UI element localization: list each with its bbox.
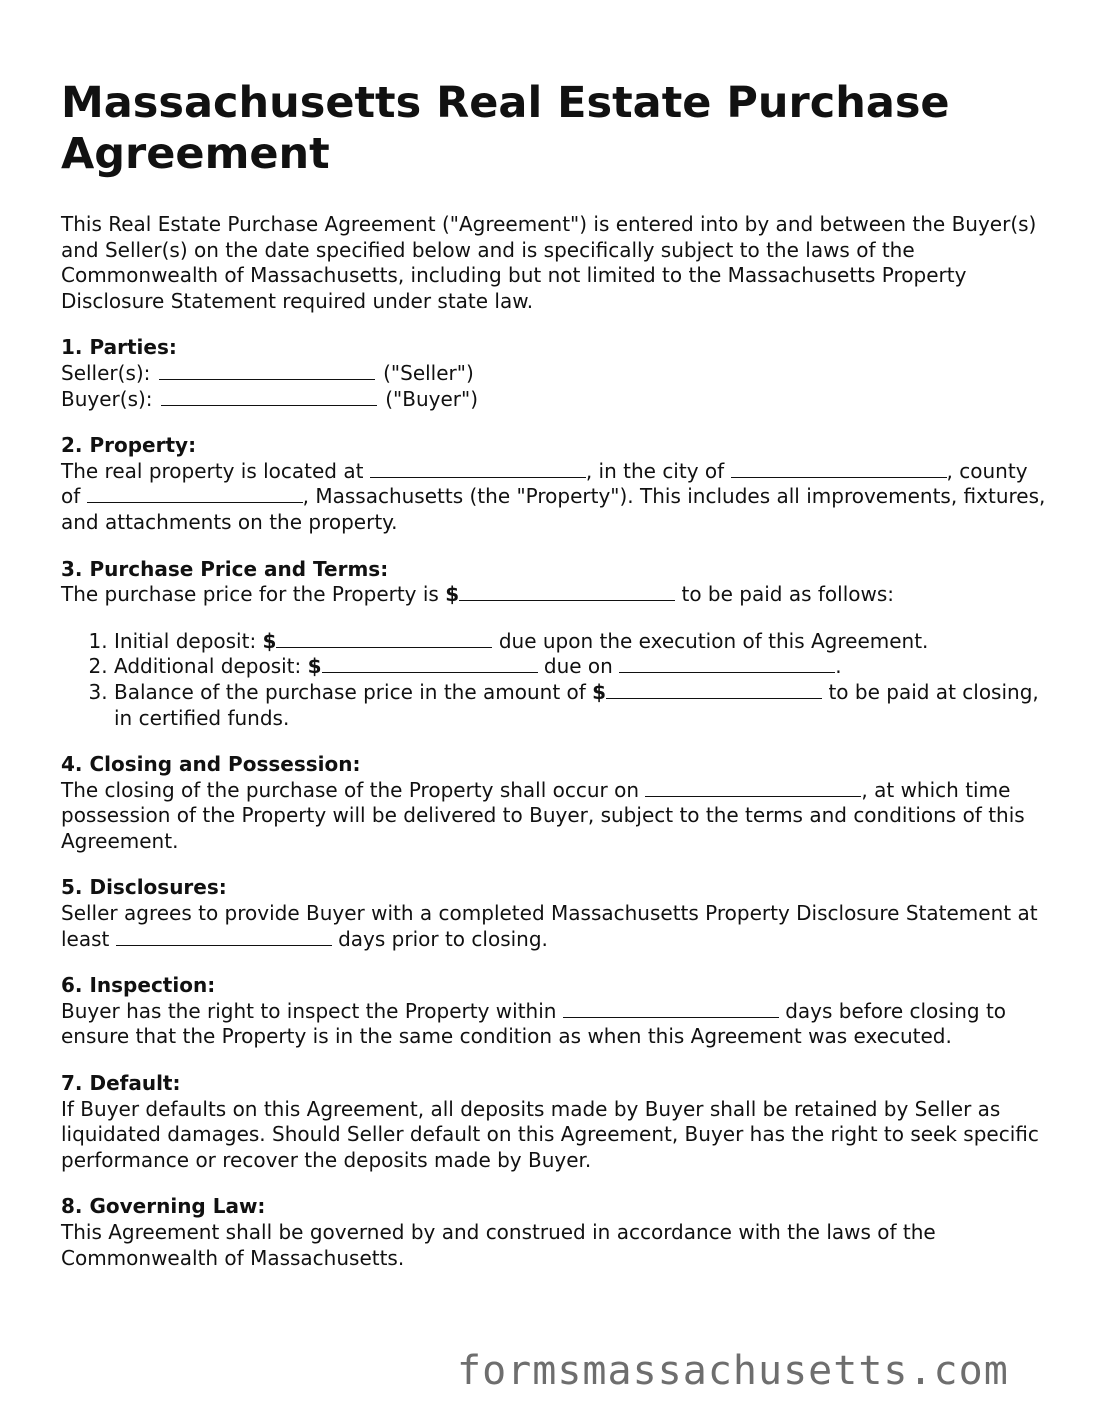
seller-name-blank[interactable] bbox=[159, 361, 375, 380]
additional-deposit-blank[interactable] bbox=[322, 654, 538, 673]
payment-text: due on bbox=[543, 654, 613, 679]
seller-label: Seller(s): bbox=[61, 360, 151, 385]
buyer-label: Buyer(s): bbox=[61, 386, 153, 411]
property-text: , bbox=[946, 458, 953, 483]
disclosures-paragraph bbox=[61, 901, 1046, 952]
property-text: , Massachusetts (the "Property"). This includes all improvements, fixtures, and attachments on the property. bbox=[61, 484, 1046, 534]
property-paragraph bbox=[61, 459, 1046, 536]
default-paragraph: If Buyer defaults on this Agreement, all deposits made by Buyer shall be retained by Seller as liquidated damages. Should Seller default on this Agreement, Buyer has the right to seek specific performance or recover the deposits made by Buyer. bbox=[61, 1096, 1039, 1172]
price-paragraph bbox=[61, 582, 1046, 608]
section-inspection bbox=[61, 973, 1046, 1050]
section-heading: 3. Purchase Price and Terms: bbox=[61, 556, 389, 581]
price-text: The purchase price for the Property is bbox=[61, 582, 439, 607]
section-heading: 6. Inspection: bbox=[61, 973, 216, 998]
buyer-suffix: ("Buyer") bbox=[385, 386, 479, 411]
section-heading: 7. Default: bbox=[61, 1071, 181, 1096]
property-city-blank[interactable] bbox=[731, 459, 947, 478]
disclosures-text: days prior to closing. bbox=[338, 926, 548, 951]
payment-text: Balance of the purchase price in the amount of bbox=[114, 679, 586, 704]
section-heading: 4. Closing and Possession: bbox=[61, 752, 361, 777]
section-heading: 2. Property: bbox=[61, 433, 197, 458]
payment-text: Initial deposit: bbox=[114, 628, 257, 653]
inspection-days-blank[interactable] bbox=[563, 999, 779, 1018]
closing-text: , at which time possession of the Property will be delivered to Buyer, subject to the terms and conditions of this Agreement. bbox=[61, 777, 1025, 853]
dollar-sign: $ bbox=[262, 628, 277, 653]
section-heading: 5. Disclosures: bbox=[61, 875, 227, 900]
section-property bbox=[61, 433, 1046, 535]
property-text: county of bbox=[61, 458, 1028, 509]
disclosure-days-blank[interactable] bbox=[116, 927, 332, 946]
inspection-paragraph bbox=[61, 999, 1046, 1050]
property-text: The real property is located at bbox=[61, 458, 364, 483]
section-purchase-price bbox=[61, 557, 1046, 732]
price-text: to be paid as follows: bbox=[681, 582, 895, 607]
property-address-blank[interactable] bbox=[370, 459, 586, 478]
payment-text: Additional deposit: bbox=[114, 654, 302, 679]
inspection-text: days before closing to ensure that the Property is in the same condition as when this Agreement was executed. bbox=[61, 998, 1007, 1049]
initial-deposit-blank[interactable] bbox=[276, 629, 492, 648]
seller-suffix: ("Seller") bbox=[383, 360, 474, 385]
document-page bbox=[61, 78, 1046, 1271]
payment-text: . bbox=[835, 654, 842, 679]
additional-deposit-date-blank[interactable] bbox=[619, 654, 835, 673]
payment-text: due upon the execution of this Agreement. bbox=[498, 628, 929, 653]
section-parties bbox=[61, 335, 1046, 412]
dollar-sign: $ bbox=[592, 679, 607, 704]
dollar-sign: $ bbox=[307, 654, 322, 679]
closing-date-blank[interactable] bbox=[645, 778, 861, 797]
payment-item bbox=[114, 629, 1046, 655]
section-default bbox=[61, 1071, 1046, 1173]
closing-text: The closing of the purchase of the Property shall occur on bbox=[61, 777, 640, 802]
seller-line bbox=[61, 361, 1046, 387]
disclosures-text: Seller agrees to provide Buyer with a completed Massachusetts Property Disclosure Statement at least bbox=[61, 901, 1038, 951]
document-title: Massachusetts Real Estate Purchase Agreement bbox=[61, 78, 950, 179]
payment-list bbox=[61, 629, 1046, 731]
intro-paragraph: This Real Estate Purchase Agreement ("Agreement") is entered into by and between the Buyer(s) and Seller(s) on the date specified below and is specifically subject to the laws of the Commonwealth of Massachusetts, including but not limited to the Massachusetts Property Disclosure Statement required under state law. bbox=[61, 212, 1037, 313]
section-closing bbox=[61, 752, 1046, 854]
section-governing-law bbox=[61, 1194, 1046, 1271]
closing-paragraph bbox=[61, 778, 1046, 855]
purchase-price-blank[interactable] bbox=[459, 582, 675, 601]
balance-blank[interactable] bbox=[606, 680, 822, 699]
payment-text: to be paid at closing, in certified funds. bbox=[114, 679, 1039, 730]
inspection-text: Buyer has the right to inspect the Property within bbox=[61, 998, 557, 1023]
buyer-line bbox=[61, 387, 1046, 413]
payment-item bbox=[114, 680, 1046, 731]
dollar-sign: $ bbox=[445, 582, 460, 607]
section-heading: 8. Governing Law: bbox=[61, 1194, 266, 1219]
property-county-blank[interactable] bbox=[87, 484, 303, 503]
buyer-name-blank[interactable] bbox=[161, 387, 377, 406]
section-heading: 1. Parties: bbox=[61, 335, 177, 360]
governing-law-paragraph: This Agreement shall be governed by and construed in accordance with the laws of the Commonwealth of Massachusetts. bbox=[61, 1220, 936, 1270]
site-watermark: formsmassachusetts.com bbox=[457, 1348, 1009, 1394]
section-disclosures bbox=[61, 875, 1046, 952]
property-text: , in the city of bbox=[585, 458, 725, 483]
payment-item bbox=[114, 654, 1046, 680]
